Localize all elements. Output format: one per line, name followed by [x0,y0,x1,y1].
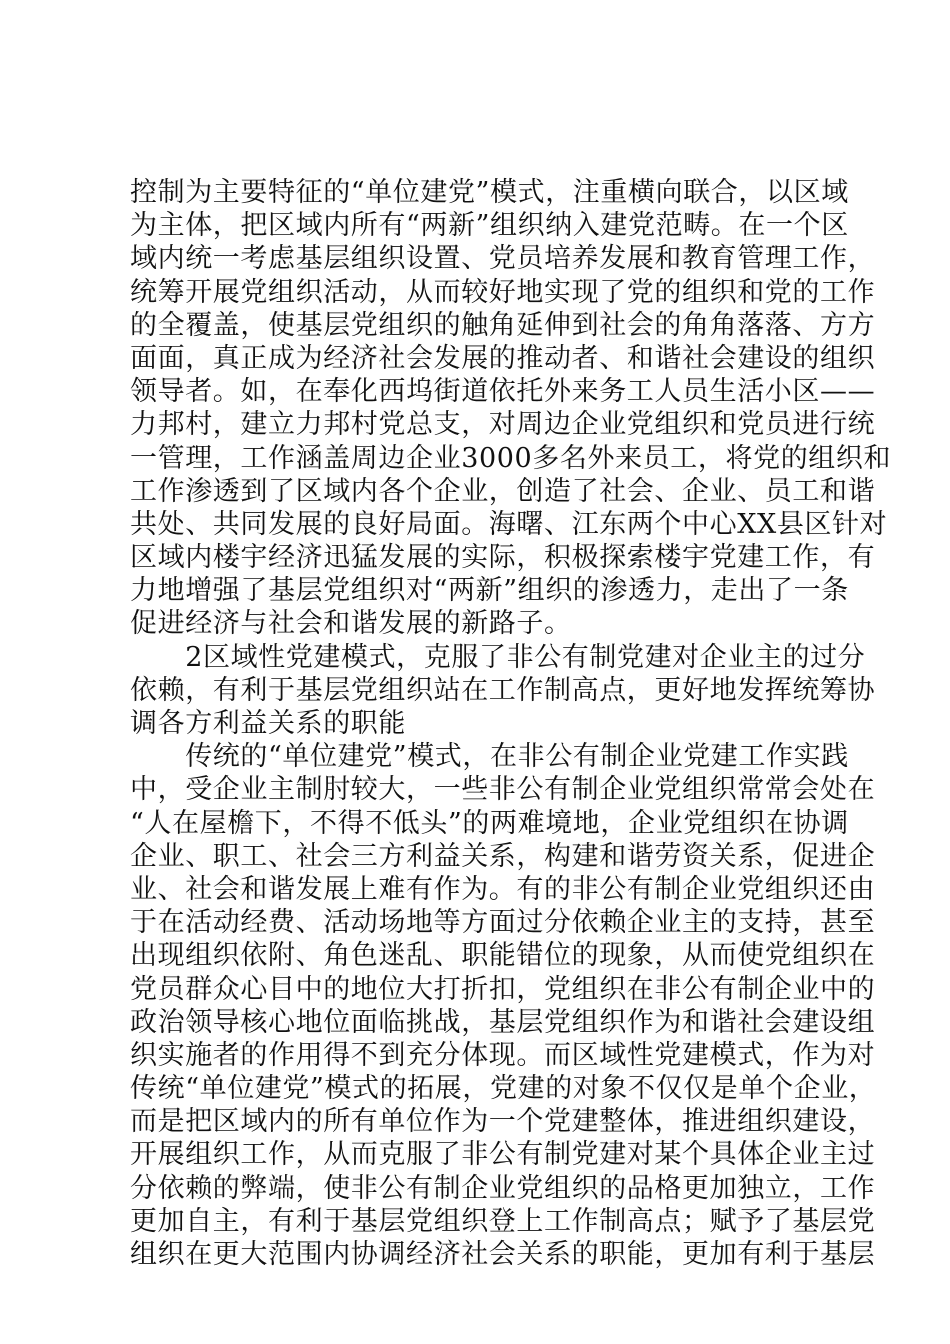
text-line: 控制为主要特征的“单位建党”模式，注重横向联合，以区域 [130,177,849,208]
text-line: 一管理，工作涵盖周边企业3000多名外来员工，将党的组织和 [130,442,892,474]
text-line: 开展组织工作，从而克服了非公有制党建对某个具体企业主过 [130,1139,876,1171]
text-line: 面面，真正成为经济社会发展的推动者、和谐社会建设的组织 [130,342,876,374]
text-line: 的全覆盖，使基层党组织的触角延伸到社会的角角落落、方方 [130,309,876,341]
text-line: 业、社会和谐发展上难有作为。有的非公有制企业党组织还由 [130,873,876,905]
text-line: 织实施者的作用得不到充分体现。而区域性党建模式，作为对 [130,1039,876,1071]
text-line: 传统“单位建党”模式的拓展，党建的对象不仅仅是单个企业， [130,1073,877,1105]
text-line: 出现组织依附、角色迷乱、职能错位的现象，从而使党组织在 [130,940,876,972]
text-line: 传统的“单位建党”模式，在非公有制企业党建工作实践 [130,741,849,773]
text-line: 分依赖的弊端，使非公有制企业党组织的品格更加独立，工作 [130,1172,876,1204]
text-line: 促进经济与社会和谐发展的新路子。 [130,608,572,640]
text-line: 共处、共同发展的良好局面。海曙、江东两个中心XX县区针对 [130,508,888,540]
text-line: 区域内楼宇经济迅猛发展的实际，积极探索楼宇党建工作，有 [130,542,876,574]
text-line: 企业、职工、社会三方利益关系，构建和谐劳资关系，促进企 [130,840,876,872]
text-line: 而是把区域内的所有单位作为一个党建整体，推进组织建设， [130,1106,876,1138]
text-line: “人在屋檐下，不得不低头”的两难境地，企业党组织在协调 [130,807,849,839]
text-line: 领导者。如，在奉化西坞街道依托外来务工人员生活小区—— [130,376,876,408]
text-line: 为主体，把区域内所有“两新”组织纳入建党范畴。在一个区 [130,210,849,242]
text-line: 调各方利益关系的职能 [130,708,406,739]
text-line: 于在活动经费、活动场地等方面过分依赖企业主的支持，甚至 [130,907,876,939]
text-line: 中，受企业主制肘较大，一些非公有制企业党组织常常会处在 [130,774,876,806]
text-line: 域内统一考虑基层组织设置、党员培养发展和教育管理工作， [130,243,876,275]
text-line: 2区域性党建模式，克服了非公有制党建对企业主的过分 [130,641,866,673]
document-body [130,176,892,1271]
text-line: 工作渗透到了区域内各个企业，创造了社会、企业、员工和谐 [130,475,876,507]
text-line: 力地增强了基层党组织对“两新”组织的渗透力，走出了一条 [130,575,849,607]
text-line: 依赖，有利于基层党组织站在工作制高点，更好地发挥统筹协 [130,674,876,706]
text-line: 组织在更大范围内协调经济社会关系的职能，更加有利于基层 [130,1239,876,1270]
text-line: 统筹开展党组织活动，从而较好地实现了党的组织和党的工作 [130,276,876,308]
text-line: 力邦村，建立力邦村党总支，对周边企业党组织和党员进行统 [130,409,876,441]
text-line: 政治领导核心地位面临挑战，基层党组织作为和谐社会建设组 [130,1006,876,1038]
text-line: 更加自主，有利于基层党组织登上工作制高点；赋予了基层党 [130,1205,876,1237]
text-line: 党员群众心目中的地位大打折扣，党组织在非公有制企业中的 [130,973,876,1005]
